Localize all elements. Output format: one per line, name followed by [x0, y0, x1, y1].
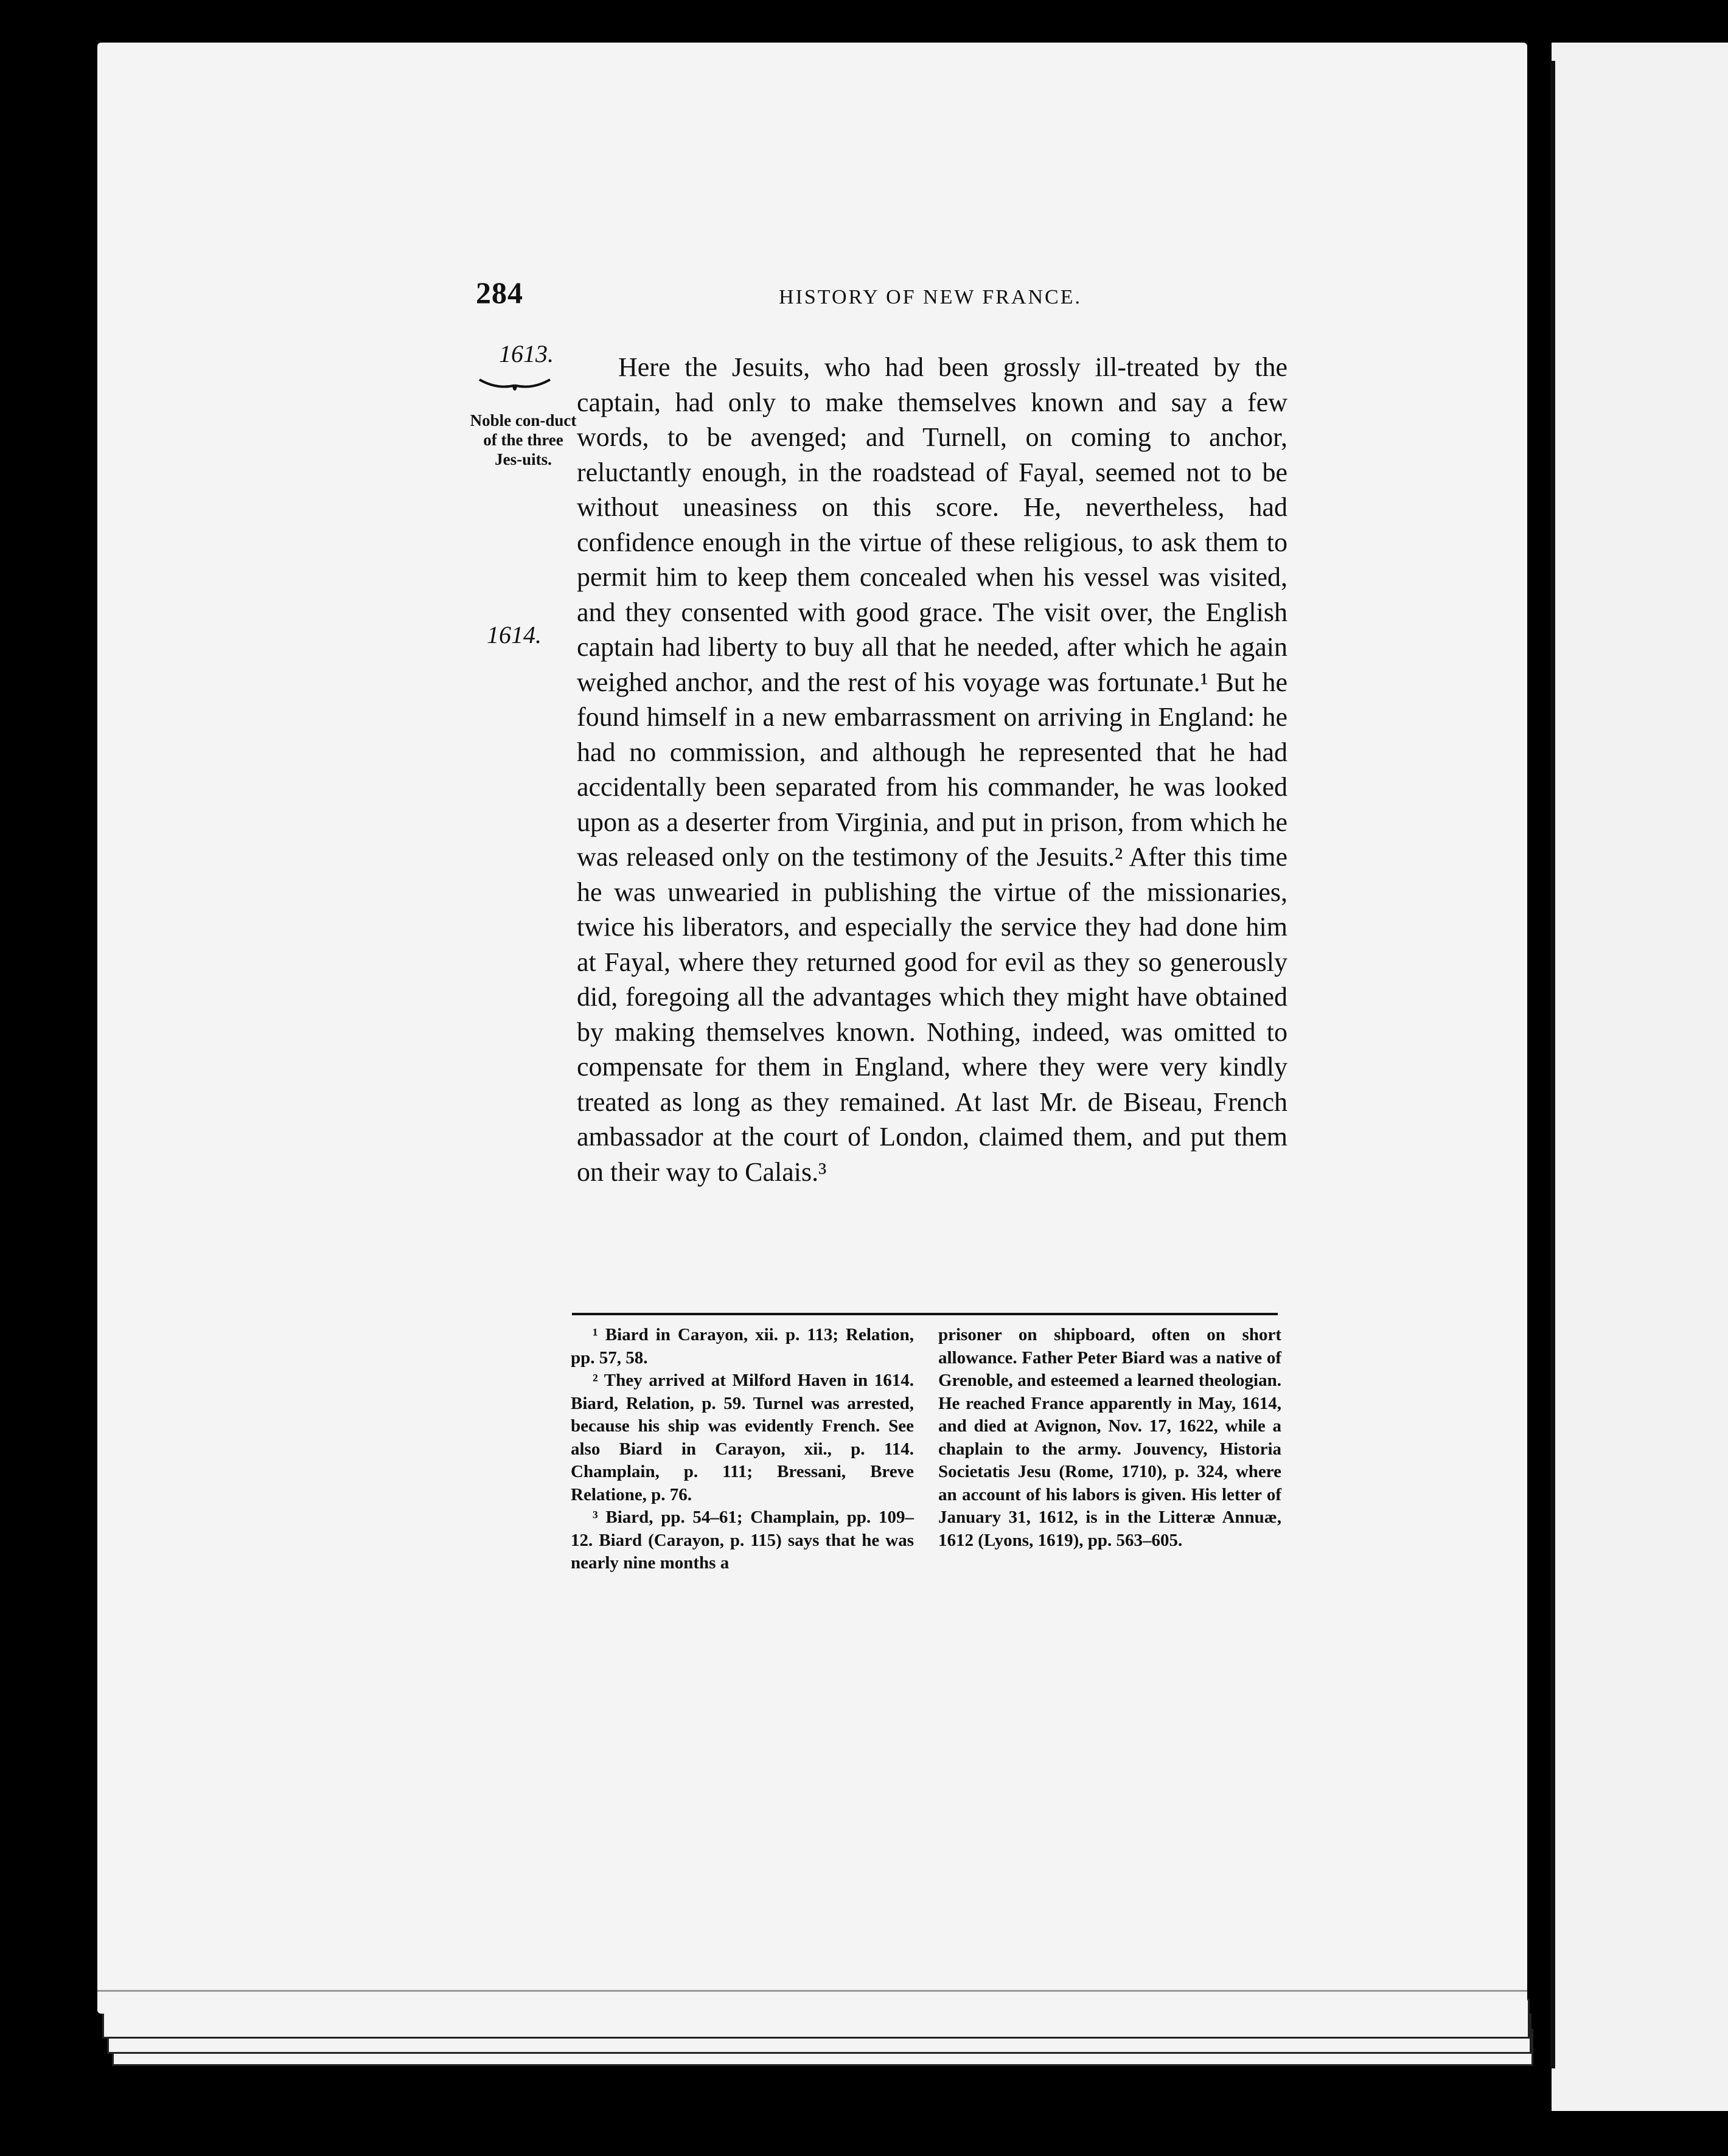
brace-icon — [478, 377, 551, 395]
page-number: 284 — [476, 276, 523, 310]
footnote-rule — [572, 1313, 1278, 1315]
footnote-1: ¹ Biard in Carayon, xii. p. 113; Relation, pp. 57, 58. — [571, 1325, 914, 1368]
book-binding-edge — [1550, 61, 1555, 2068]
margin-year-1613: 1613. — [499, 340, 554, 367]
footnote-2: ² They arrived at Milford Haven in 1614. Biard, Relation, p. 59. Turnel was arrested, because his ship was evidently French. See also Biard in Carayon, xii., p. 114. Champlain, p. 111; Bressani, Breve Relatione, p. 76. — [571, 1371, 914, 1504]
footnote-3-continued: prisoner on shipboard, often on short allowance. Father Peter Biard was a native of Grenoble, and esteemed a learned theologian. He reached France apparently in May, 1614, and died at Avignon, Nov. 17, 1622, while a chaplain to the army. Jouvency, Historia Societatis Jesu (Rome, 1710), p. 324, where an account of his labors is given. His letter of January 31, 1612, is in the Litteræ Annuæ, 1612 (Lyons, 1619), pp. 563–605. — [938, 1325, 1281, 1550]
footnotes — [571, 1324, 1281, 1575]
footnote-column-left — [571, 1324, 914, 1575]
margin-year-1614: 1614. — [487, 621, 542, 649]
facing-page — [1552, 43, 1728, 2111]
running-title: HISTORY OF NEW FRANCE. — [779, 286, 1082, 308]
body-paragraph: Here the Jesuits, who had been grossly ill-treated by the captain, had only to make themselves known and say a few words, to be avenged; and Turnell, on coming to anchor, reluctantly enough, in the roadstead of Fayal, seemed not to be without uneasiness on this score. He, nevertheless, had confidence enough in the virtue of these religious, to ask them to permit him to keep them concealed when his vessel was visited, and they consented with good grace. The visit over, the English captain had liberty to buy all that he needed, after which he again weighed anchor, and the rest of his voyage was fortunate.¹ But he found himself in a new embarrassment on arriving in England: he had no commission, and although he represented that he had accidentally been separated from his commander, he was looked upon as a deserter from Virginia, and put in prison, from which he was released only on the testimony of the Jesuits.² After this time he was unwearied in publishing the virtue of the missionaries, twice his liberators, and especially the service they had done him at Fayal, where they returned good for evil as they so generously did, foregoing all the advantages which they might have obtained by making themselves known. Nothing, indeed, was omitted to compensate for them in England, where they were very kindly treated as long as they remained. At last Mr. de Biseau, French ambassador at the court of London, claimed them, and put them on their way to Calais.³ — [577, 352, 1287, 1187]
footnote-column-right — [938, 1324, 1281, 1575]
side-note: Noble con-duct of the three Jes-uits. — [470, 411, 577, 468]
footnote-3: ³ Biard, pp. 54–61; Champlain, pp. 109–12. Biard (Carayon, p. 115) says that he was nearly nine months a — [571, 1507, 914, 1573]
main-text — [577, 350, 1287, 1189]
